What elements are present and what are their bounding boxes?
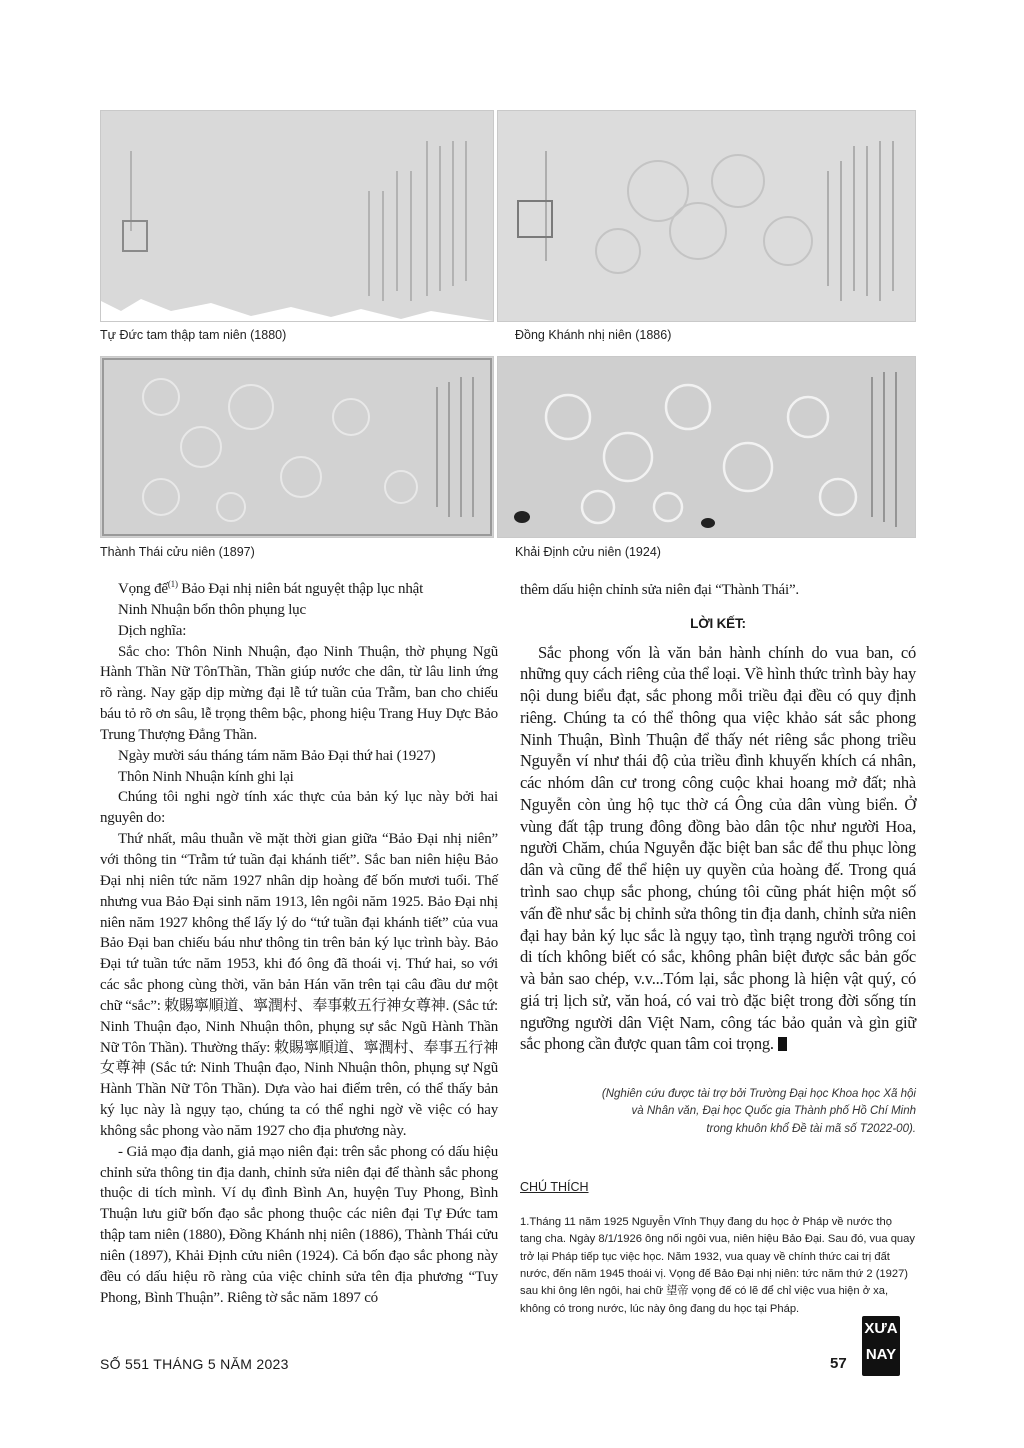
royal-decree-image bbox=[101, 111, 493, 321]
photo-thanh-thai-1897 bbox=[100, 356, 494, 538]
photo-caption: Thành Thái cửu niên (1897) bbox=[100, 545, 255, 559]
paragraph: Thứ nhất, mâu thuẫn về mặt thời gian giữa “Bảo Đại nhị niên” với thông tin “Trẫm tứ tuần đại khánh tiết”. Sắc ban niên hiệu Bảo Đại nhị niên tức năm 1927 nhân dịp hoàng đế bốn mươi tuổi. Thế nhưng vua Bảo Đại sinh năm 1913, lên ngôi năm 1925. Bảo Đại nhị niên năm 1927 không thể lấy lý do “tứ tuần đại khánh tiết” của vua Bảo Đại ban chiếu báu như thông tin trên bản ký lục trình bày. Bảo Đại tứ tuần tức năm 1953, khi đó ông đã thoái vị. Thứ hai, so với các sắc phong cùng thời, văn bản Hán văn trên tại câu đầu dư một chữ “sắc”: 敕賜寧順道、寧潤村、奉事敕五行神女尊神. (Sắc tứ: Ninh Thuận đạo, Ninh Nhuận thôn, phụng sự sắc Ngũ Hành Thần Nữ Tôn Thần). Thường thấy: 敕賜寧順道、寧潤村、奉事五行神女尊神 (Sắc tứ: Ninh Thuận đạo, Ninh Nhuận thôn, phụng sự Ngũ Hành Thần Nữ Tôn Thần). Dựa vào hai điểm trên, có thể thấy bản ký lục này là ngụy tạo, chúng ta có thể nghi ngờ về việc có hay không sắc phong vào năm 1927 cho địa phương này. bbox=[100, 831, 498, 1139]
paragraph: Ninh Nhuận bổn thôn phụng lục bbox=[118, 601, 306, 618]
paragraph: Chúng tôi nghi ngờ tính xác thực của bản ký lục này bởi hai nguyên do: bbox=[100, 789, 498, 827]
section-heading: LỜI KẾT: bbox=[690, 615, 746, 631]
royal-decree-image bbox=[498, 357, 915, 537]
left-column bbox=[100, 578, 498, 1309]
credit-line: trong khuôn khổ Đề tài mã số T2022-00). bbox=[706, 1122, 916, 1135]
credit-line: và Nhân văn, Đại học Quốc gia Thành phố Hồ Chí Minh bbox=[631, 1105, 916, 1118]
photo-caption: Tự Đức tam thập tam niên (1880) bbox=[100, 328, 287, 342]
notes-title: CHÚ THÍCH bbox=[520, 1180, 589, 1194]
text: Vọng đế bbox=[118, 581, 168, 597]
right-column bbox=[520, 580, 916, 1055]
footnote: 1.Tháng 11 năm 1925 Nguyễn Vĩnh Thụy đang du học ở Pháp về nước thọ tang cha. Ngày 8/1/1926 ông nối ngôi vua, niên hiệu Bảo Đại. Sau đó, vua quay trở lại Pháp tiếp tục việc học. Năm 1932, vua quay về chính thức cai trị đất nước, đến năm 1945 thoái vị. Vọng đế Bảo Đại nhị niên: tức năm thứ 2 (1927) sau khi ông lên ngôi, hai chữ 望帝 vọng đế có lẽ để chỉ việc vua hiện ở xa, không có trong nước, lúc này ông đang du học tại Pháp. bbox=[520, 1216, 915, 1315]
paragraph bbox=[100, 578, 498, 600]
royal-decree-image bbox=[498, 111, 915, 321]
funding-credit bbox=[520, 1086, 916, 1138]
footnote-ref: (1) bbox=[167, 579, 178, 589]
logo-text: XƯA bbox=[864, 1320, 898, 1337]
end-mark-icon bbox=[778, 1037, 787, 1051]
photo-caption: Khải Định cửu niên (1924) bbox=[515, 545, 661, 559]
logo-text: NAY bbox=[865, 1346, 897, 1363]
photo-tu-duc-1880 bbox=[100, 110, 494, 322]
paragraph: thêm dấu hiện chỉnh sửa niên đại “Thành Thái”. bbox=[520, 582, 799, 598]
credit-line: (Nghiên cứu được tài trợ bởi Trường Đại học Khoa học Xã hội bbox=[601, 1088, 916, 1100]
text: Bảo Đại nhị niên bát nguyệt thập lục nhật bbox=[177, 581, 424, 597]
paragraph: Dịch nghĩa: bbox=[118, 622, 187, 639]
photo-khai-dinh-1924 bbox=[497, 356, 916, 538]
royal-decree-image bbox=[101, 357, 493, 537]
paragraph: Thôn Ninh Nhuận kính ghi lại bbox=[118, 768, 294, 785]
paragraph: Sắc cho: Thôn Ninh Nhuận, đạo Ninh Thuận, thờ phụng Ngũ Hành Thần Nữ TônThần, Thần giúp nước che dân, từ lâu linh ứng rõ ràng. Nay gặp dịp mừng đại lễ tứ tuần của Trẫm, ban cho chiếu báu tỏ rõ ơn sâu, lễ trọng thêm bậc, phong hiệu Trang Huy Dực Bảo Trung Thượng Đẳng Thần. bbox=[100, 643, 498, 743]
photo-caption: Đồng Khánh nhị niên (1886) bbox=[515, 328, 672, 342]
magazine-logo bbox=[862, 1316, 900, 1376]
text: Sắc phong vốn là văn bản hành chính do vua ban, có những quy cách riêng của thể loại. Về hình thức trình bày hay nội dung biểu đạt, sắc phong mỗi triều đại đều có quy định riêng. Chúng ta có thể thông qua việc khảo sát sắc phong Ninh Thuận, Bình Thuận để thấy nét riêng sắc phong triều Nguyễn ví như thái độ của triều đình khuyến khích cá nhân, các nhóm dân cư trong công cuộc khai hoang mở đất; nhà Nguyễn còn ủng hộ tục thờ cá Ông của dân vùng biển. Ở vùng đất tập trung đông đồng bào dân tộc như người Hoa, người Chăm, chúa Nguyễn đặc biệt ban sắc để thu phục lòng dân và cũng để thể hiện uy quyền của hoàng đế. Trong quá trình sao chụp sắc phong, chúng tôi cũng phát hiện một số vấn đề như sắc bị chỉnh sửa thông tin địa danh, chỉnh sửa niên đại hay bản ký lục sắc là ngụy tạo, tình trạng người trông coi di tích không biết có sắc, không phân biệt được sắc bản gốc và bản sao chép, v.v...Tóm lại, sắc phong là hiện vật quý, có giá trị lịch sử, văn hoá, có vai trò đặc biệt trong đời sống tín ngưỡng người dân Việt Nam, công tác bảo quản và gìn giữ sắc phong cần được quan tâm coi trọng. bbox=[520, 642, 916, 1054]
issue-label: SỐ 551 THÁNG 5 NĂM 2023 bbox=[100, 1356, 289, 1372]
paragraph: Ngày mười sáu tháng tám năm Bảo Đại thứ hai (1927) bbox=[118, 747, 436, 764]
photo-dong-khanh-1886 bbox=[497, 110, 916, 322]
page-number: 57 bbox=[830, 1355, 847, 1372]
conclusion-paragraph bbox=[520, 642, 916, 1056]
paragraph: - Giả mạo địa danh, giả mạo niên đại: trên sắc phong có dấu hiệu chỉnh sửa thông tin địa danh, chỉnh sửa niên đại để thành sắc phong thuộc di tích mình. Ví dụ đình Bình An, huyện Tuy Phong, Bình Thuận lưu giữ bốn đạo sắc phong thuộc các niên đại Tự Đức tam thập tam niên (1880), Đồng Khánh nhị niên (1886), Thành Thái cửu niên (1897), Khải Định cửu niên (1924). Cả bốn đạo sắc phong này đều có dấu hiệu rõ ràng của việc chỉnh sửa tên địa phương “Tuy Phong, Bình Thuận”. Riêng tờ sắc năm 1897 có bbox=[100, 1143, 498, 1306]
